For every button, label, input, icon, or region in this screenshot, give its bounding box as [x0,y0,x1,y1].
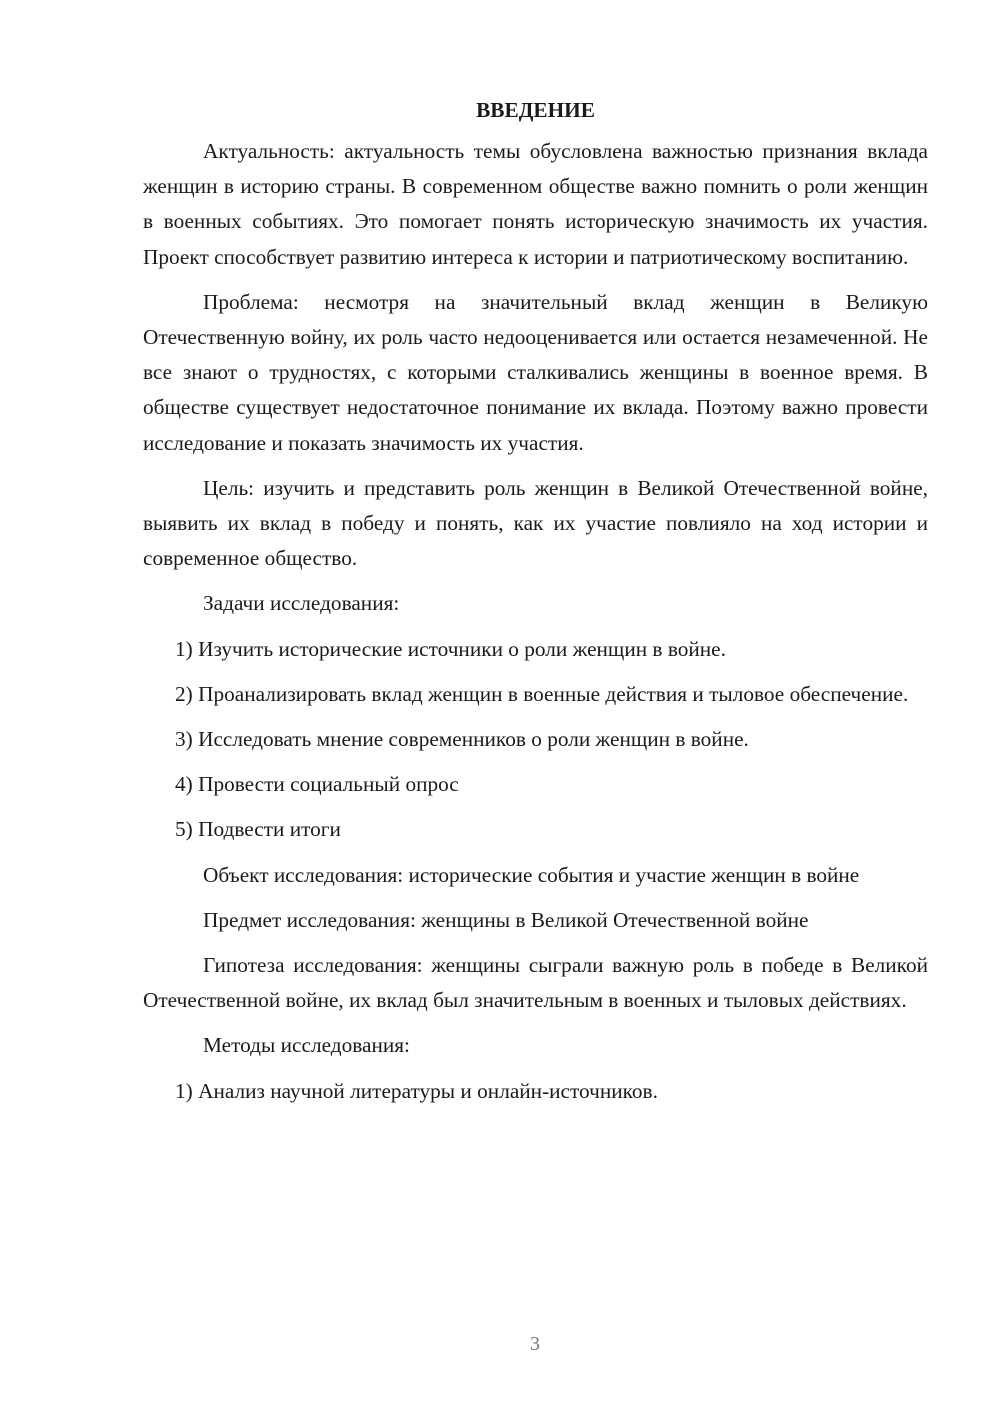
page-number: 3 [530,1333,540,1355]
methods-heading: Методы исследования: [203,1033,410,1058]
task-item: 5) Подвести итоги [175,817,341,842]
task-item: 3) Исследовать мнение современников о роли женщин в войне. [175,727,749,752]
section-title: ВВЕДЕНИЕ [476,98,595,122]
paragraph-relevance: Актуальность: актуальность темы обусловлена важностью признания вклада женщин в историю страны. В современном обществе важно помнить о роли женщин в военных событиях. Это помогает понять историческую значимость их участия. Проект способствует развитию интереса к истории и патриотическому воспитанию. [143,139,928,269]
task-item: 1) Изучить исторические источники о роли женщин в войне. [175,636,726,661]
document-page [143,92,928,1119]
task-item: 2) Проанализировать вклад женщин в военные действия и тыловое обеспечение. [175,681,909,706]
tasks-heading: Задачи исследования: [203,591,400,616]
paragraph-goal: Цель: изучить и представить роль женщин в Великой Отечественной войне, выявить их вклад в победу и понять, как их участие повлияло на ход истории и современное общество. [143,475,928,571]
paragraph-problem: Проблема: несмотря на значительный вклад женщин в Великую Отечественную войну, их роль часто недооценивается или остается незамеченной. Не все знают о трудностях, с которыми сталкивались женщины в военное время. В обществе существует недостаточное понимание их вклада. Поэтому важно провести исследование и показать значимость их участия. [143,289,928,455]
paragraph-subject: Предмет исследования: женщины в Великой Отечественной войне [203,907,809,932]
paragraph-object: Объект исследования: исторические события и участие женщин в войне [203,862,860,887]
paragraph-hypothesis: Гипотеза исследования: женщины сыграли важную роль в победе в Великой Отечественной войне, их вклад был значительным в военных и тыловых действиях. [143,953,928,1013]
task-item: 4) Провести социальный опрос [175,772,459,797]
method-item: 1) Анализ научной литературы и онлайн-источников. [175,1078,658,1103]
